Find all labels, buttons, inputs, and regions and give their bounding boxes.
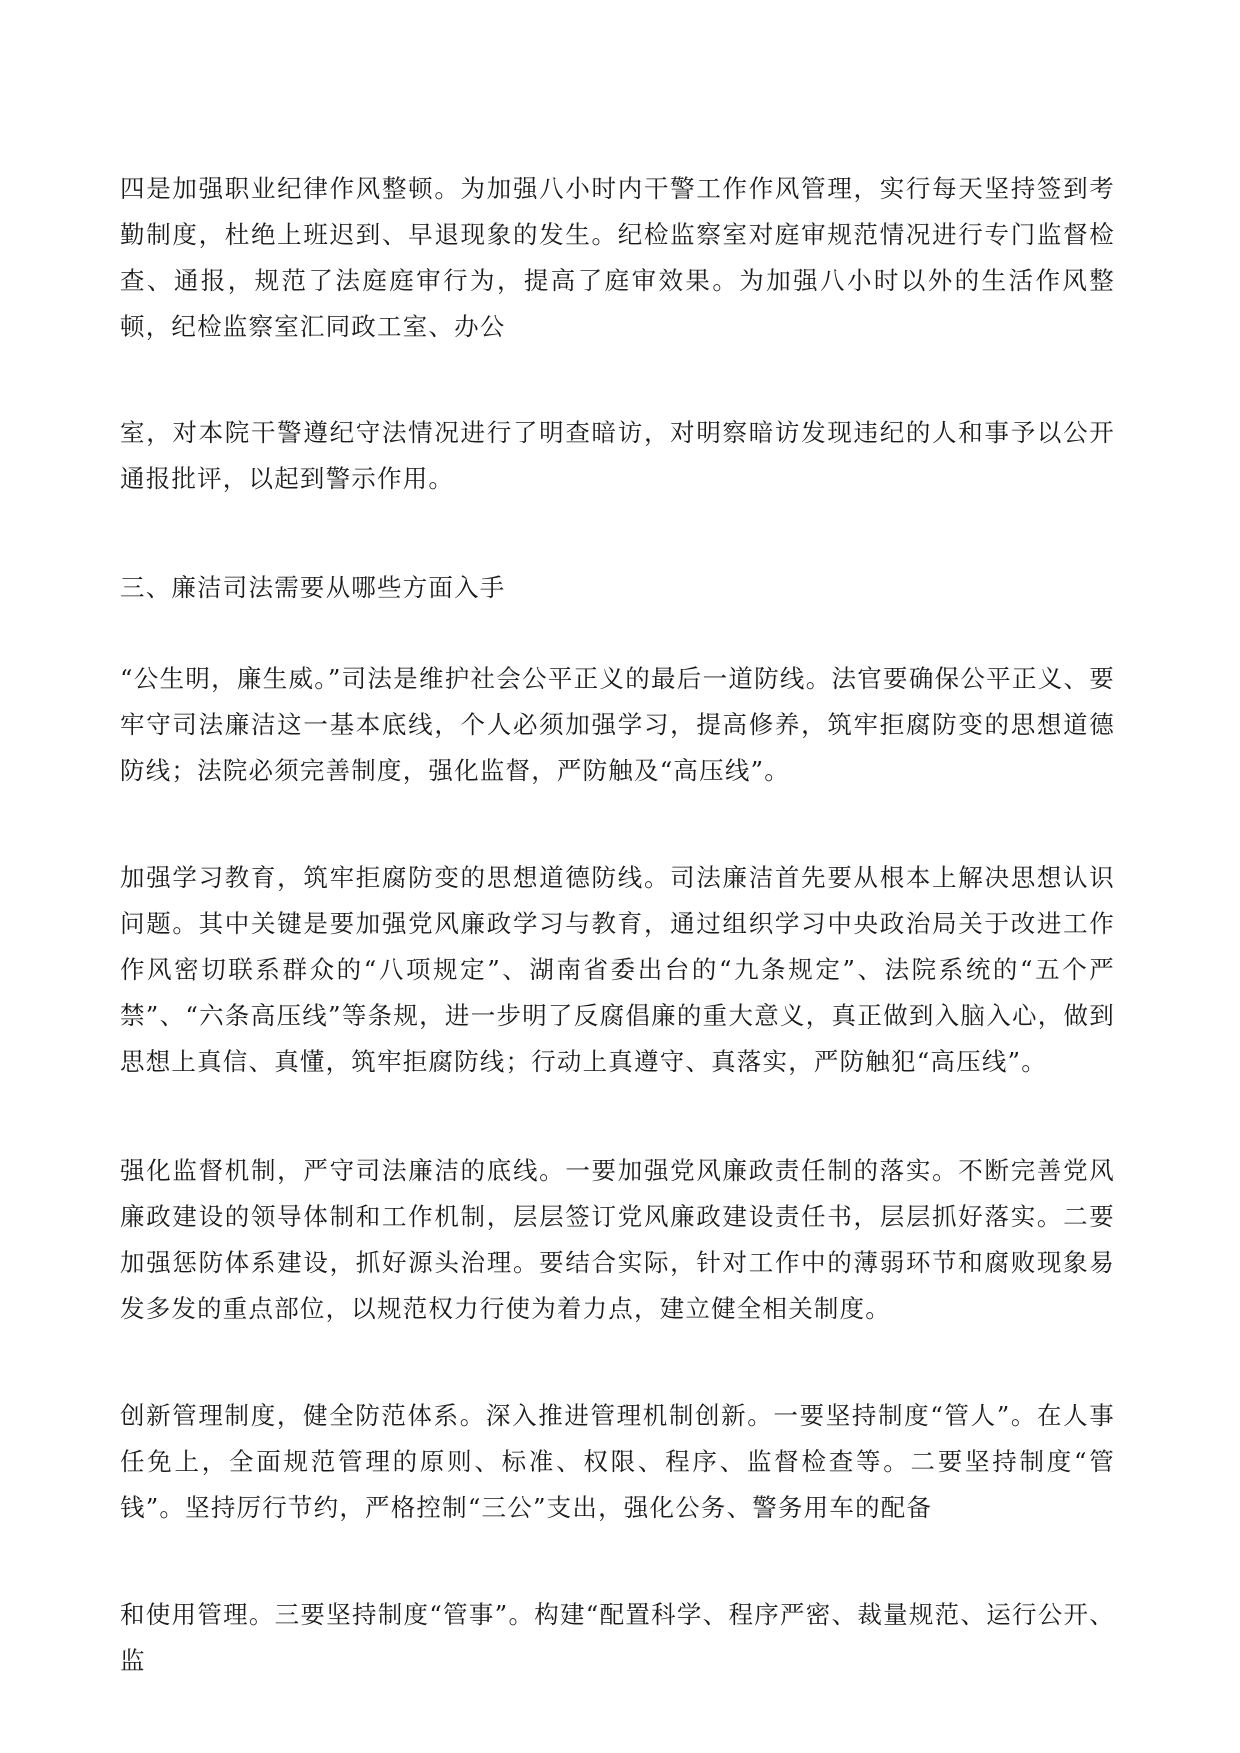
paragraph-discipline-rectification: 四是加强职业纪律作风整顿。为加强八小时内干警工作作风管理，实行每天坚持签到考勤制度，杜绝上班迟到、早退现象的发生。纪检监察室对庭审规范情况进行专门监督检查、通报，规范了法庭庭审行为，提高了庭审效果。为加强八小时以外的生活作风整顿，纪检监察室汇同政工室、办公 [120, 174, 1115, 341]
paragraph-inspection-continuation: 室，对本院干警遵纪守法情况进行了明查暗访，对明察暗访发现违纪的人和事予以公开通报批评，以起到警示作用。 [120, 418, 1115, 493]
paragraph-supervision-mechanism: 强化监督机制，严守司法廉洁的底线。一要加强党风廉政责任制的落实。不断完善党风廉政建设的领导体制和工作机制，层层签订党风廉政建设责任书，层层抓好落实。二要加强惩防体系建设，抓好源头治理。要结合实际，针对工作中的薄弱环节和腐败现象易发多发的重点部位，以规范权力行使为着力点，建立健全相关制度。 [120, 1156, 1115, 1323]
paragraph-management-innovation: 创新管理制度，健全防范体系。深入推进管理机制创新。一要坚持制度“管人”。在人事任免上，全面规范管理的原则、标准、权限、程序、监督检查等。二要坚持制度“管钱”。坚持厉行节约，严格控制“三公”支出，强化公务、警务用车的配备 [120, 1401, 1115, 1522]
paragraph-management-continuation: 和使用管理。三要坚持制度“管事”。构建“配置科学、程序严密、裁量规范、运行公开、监 [120, 1600, 1115, 1675]
paragraph-clean-justice-intro: “公生明，廉生威。”司法是维护社会公平正义的最后一道防线。法官要确保公平正义、要牢守司法廉洁这一基本底线，个人必须加强学习，提高修养，筑牢拒腐防变的思想道德防线；法院必须完善制度，强化监督，严防触及“高压线”。 [120, 664, 1115, 785]
section-heading-clean-justice: 三、廉洁司法需要从哪些方面入手 [120, 573, 506, 602]
paragraph-study-education: 加强学习教育，筑牢拒腐防变的思想道德防线。司法廉洁首先要从根本上解决思想认识问题。其中关键是要加强党风廉政学习与教育，通过组织学习中央政治局关于改进工作作风密切联系群众的“八项规定”、湖南省委出台的“九条规定”、法院系统的“五个严禁”、“六条高压线”等条规，进一步明了反腐倡廉的重大意义，真正做到入脑入心，做到思想上真信、真懂，筑牢拒腐防线；行动上真遵守、真落实，严防触犯“高压线”。 [120, 863, 1115, 1076]
